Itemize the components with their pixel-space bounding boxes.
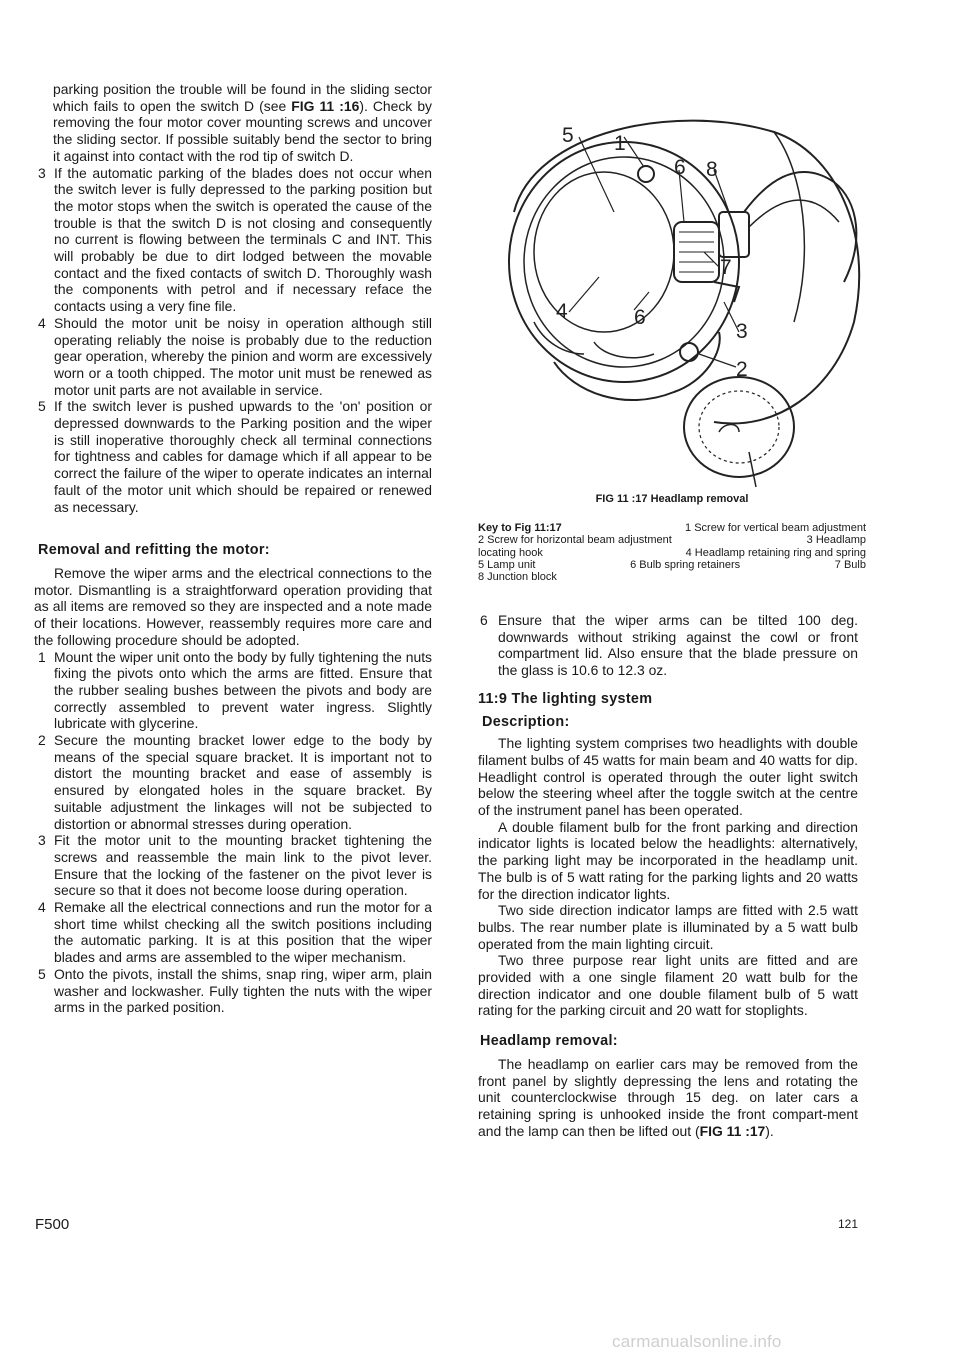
callout-6: 6	[674, 156, 686, 179]
key-row	[478, 559, 866, 571]
step-text: Fit the motor unit to the mounting bracket tightening the screws and reassemble the main link to the pivot lever. Ensure that the locking of the fastener on the pivot lever is secure so that it does not become loose during operation.	[54, 832, 432, 899]
key-entry: 4 Headlamp retaining ring and spring	[685, 546, 866, 559]
removal-steps-list	[34, 649, 432, 1016]
step-text: Onto the pivots, install the shims, snap ring, wiper arm, plain washer and lockwasher. Fully tighten the nuts with the wiper arms in the parked position.	[54, 965, 432, 1016]
footer-model: F500	[35, 1216, 70, 1233]
troubleshooting-list	[34, 165, 432, 516]
key-row	[478, 571, 866, 583]
description-paragraph: Two side direction indicator lamps are fitted with 2.5 watt bulbs. The rear number plate is illuminated by a 5 watt bulb operated from the main lighting circuit.	[478, 902, 858, 952]
step-number: 1	[38, 648, 46, 665]
callout-5: 5	[562, 124, 574, 147]
step-text: Secure the mounting bracket lower edge to the body by means of the special square bracket. It is important not to distort the mounting bracket and ease of assembly is ensured by elongated holes in the square bracket. By suitable adjustment the linkages will not be subjected to distortion or abnormal stresses during operation.	[54, 732, 432, 832]
removal-step-2	[34, 732, 432, 832]
key-entry: 5 Lamp unit	[478, 558, 536, 571]
troubleshooting-item-3	[34, 165, 432, 315]
horizontal-adjust-screw	[680, 343, 698, 361]
description-paragraph: The lighting system comprises two headlights with double filament bulbs of 45 watts for main beam and 40 watts for dip. Headlight control is operated through the outer light switch below the steering wheel after the toggle switch at the centre of the instrument panel has been operated.	[478, 735, 858, 819]
description-body	[478, 735, 858, 1019]
key-entry: 1 Screw for vertical beam adjustment	[685, 522, 866, 534]
callout-1: 1	[614, 132, 626, 155]
page-number: 121	[838, 1217, 859, 1231]
step-number: 3	[38, 164, 46, 181]
callout-7: 7	[720, 256, 732, 279]
key-entry: 8 Junction block	[478, 571, 557, 584]
figure-key	[478, 522, 866, 583]
intro-paragraph: parking position the trouble will be found in the sliding sector which fails to open the switch D (see FIG 11 :16). Check by removing the four motor cover mounting screws and uncover the sliding sector. If possible suitably bend the sector to bring it against into contact with the rod tip of switch D.	[53, 81, 432, 164]
step-6: 6 Ensure that the wiper arms can be tilted 100 deg. downwards without striking against the cowl or front compartment lid. Also ensure that the blade pressure on the glass is 10.6 to 12.3 oz.	[480, 612, 858, 679]
step-text: Remake all the electrical connections and run the motor for a short time whilst checking all the switch positions including the automatic parking. It is at this position that the wiper blades and arms are assembled to the wiper mechanism.	[54, 899, 432, 966]
troubleshooting-item-5	[34, 398, 432, 515]
step-number: 4	[38, 899, 46, 916]
removal-intro: Remove the wiper arms and the electrical connections to the motor. Dismantling is a straightforward operation providing that as all items are removed so they are inspected and a note made of their locations. However, reassembly requires more care and the following procedure should be adopted.	[34, 564, 432, 648]
right-column	[478, 612, 858, 1139]
removal-step-5	[34, 966, 432, 1016]
headlamp-removal-text: The headlamp on earlier cars may be removed from the front panel by slightly depressing the lens and rotating the unit counterclockwise through 15 deg. on later cars a retaining spring is unhooked inside the front compart-ment and the lamp can then be lifted out (FIG 11 :17).	[478, 1055, 858, 1139]
key-entry: 7 Bulb	[834, 558, 866, 571]
fig-reference: FIG 11 :16	[291, 97, 360, 114]
key-entry: 2 Screw for horizontal beam adjustment	[478, 534, 672, 547]
key-entry: 6 Bulb spring retainers	[630, 558, 741, 571]
key-row	[478, 522, 866, 534]
section-heading: 11:9 The lighting system	[478, 690, 653, 707]
key-entry: locating hook	[478, 546, 543, 559]
description-heading: Description:	[482, 713, 570, 730]
step-number: 3	[38, 832, 46, 849]
fig-reference: FIG 11 :17	[699, 1122, 766, 1139]
key-entry: Key to Fig 11:17	[478, 522, 562, 534]
key-entry: 3 Headlamp	[806, 534, 866, 547]
callout-4: 4	[556, 300, 568, 323]
vertical-adjust-screw	[638, 166, 654, 182]
headlamp-illustration	[474, 92, 874, 492]
callout-3: 3	[736, 320, 748, 343]
step-number: 5	[38, 965, 46, 982]
step-text: Mount the wiper unit onto the body by fully tightening the nuts fixing the pivots onto which the arms are fitted. Ensure that the rubber sealing bushes between the pivots and body are correctly assembled to prevent water ingress. Slightly lubricate with glycerine.	[54, 648, 432, 732]
step-number: 4	[38, 314, 46, 331]
key-row	[478, 534, 866, 546]
removal-step-4	[34, 899, 432, 966]
callout-8: 8	[706, 158, 718, 181]
step-number: 5	[38, 398, 46, 415]
left-column	[34, 81, 432, 1016]
description-paragraph: Two three purpose rear light units are fitted and are provided with a one single filament 20 watt bulb for the direction indicator and one double filament bulb of 5 watt rating for the parking circuit and 20 watt for stoplights.	[478, 952, 858, 1019]
troubleshooting-item-4	[34, 315, 432, 399]
lamp-unit	[534, 172, 674, 332]
step-number: 2	[38, 732, 46, 749]
callout-6b: 6	[634, 306, 646, 329]
step-text: Should the motor unit be noisy in operation although still operating reliably the noise is probably due to the reduction gear operation, whereby the pinion and worm are excessively worn or a tooth chipped. The motor unit must be renewed as motor unit parts are not available in service.	[54, 314, 432, 398]
watermark-text: carmanualsonline.info	[612, 1332, 782, 1351]
step-text: If the automatic parking of the blades does not occur when the switch lever is fully depressed to the parking position but the motor stops when the switch is operated the cause of the trouble is that the switch D is not closing and consequently no current is flowing between the terminals C and INT. This will probably be due to dirt lodged between the movable contact and the fixed contacts of switch D. Thoroughly wash the components with petrol and if necessary reface the contacts using a very fine file.	[54, 164, 432, 315]
step-text: If the switch lever is pushed upwards to the 'on' position or depressed downwards to the Parking position and the wiper is still inoperative thoroughly check all terminal connections for tightness and cables for damage which if all appear to be correct the failure of the wiper to operate indicates an internal fault of the motor unit which should be repaired or renewed as necessary.	[54, 398, 432, 515]
key-row	[478, 547, 866, 559]
headlamp-removal-heading: Headlamp removal:	[480, 1033, 618, 1050]
figure-title: FIG 11 :17 Headlamp removal	[595, 493, 749, 505]
indicator-lamp	[684, 377, 794, 477]
removal-heading: Removal and refitting the motor:	[38, 542, 270, 559]
description-paragraph: A double filament bulb for the front parking and direction indicator lights is located below the headlights: alternatively, the parking light may be incorporated in the headlamp unit. The bulb is of 5 watt rating for the parking lights and 20 watts for the direction indicator lights.	[478, 818, 858, 902]
removal-step-3	[34, 832, 432, 899]
callout-2: 2	[736, 358, 748, 381]
removal-step-1	[34, 649, 432, 733]
